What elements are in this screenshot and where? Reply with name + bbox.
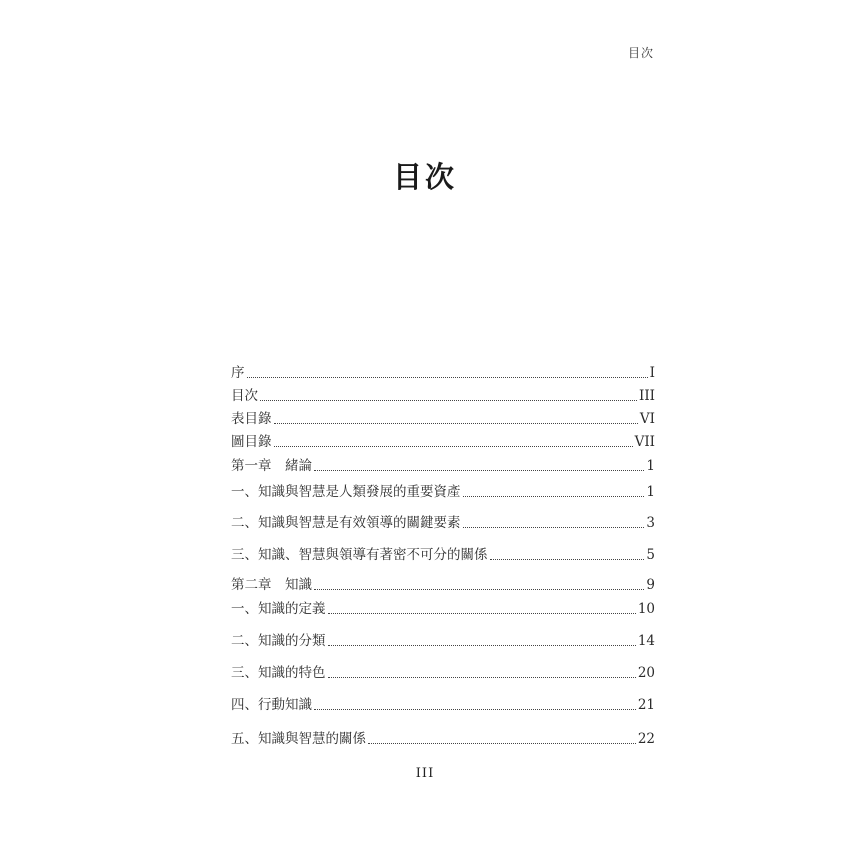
page-title: 目次 bbox=[392, 160, 457, 194]
toc-entry-section-1-1[interactable] bbox=[231, 479, 655, 501]
running-head: 目次 bbox=[627, 46, 654, 60]
toc-entry-label: 五、知識與智慧的關係 bbox=[231, 731, 366, 747]
toc-entry-section-2-4[interactable] bbox=[231, 692, 655, 714]
toc-page-number: 1 bbox=[646, 484, 655, 500]
toc-entry-list-of-figures[interactable] bbox=[231, 429, 655, 451]
toc-page-number: I bbox=[649, 365, 655, 381]
toc-entry-section-2-1[interactable] bbox=[231, 596, 655, 618]
dot-leader bbox=[314, 589, 644, 590]
toc-entry-section-1-2[interactable] bbox=[231, 510, 655, 532]
toc-page-number: 1 bbox=[646, 458, 655, 474]
toc-page-number: VI bbox=[639, 411, 655, 427]
dot-leader bbox=[314, 470, 644, 471]
toc-page-number: 20 bbox=[637, 665, 655, 681]
toc-entry-label: 二、知識的分類 bbox=[231, 633, 326, 649]
dot-leader bbox=[368, 743, 636, 744]
toc-page-number: 10 bbox=[637, 601, 655, 617]
toc-entry-label: 四、行動知識 bbox=[231, 697, 312, 713]
toc-entry-label: 第二章 知識 bbox=[231, 577, 312, 593]
dot-leader bbox=[490, 559, 645, 560]
toc-entry-list-of-tables[interactable] bbox=[231, 406, 655, 428]
toc-entry-label: 表目錄 bbox=[231, 411, 272, 427]
toc-entry-label: 三、知識、智慧與領導有著密不可分的關係 bbox=[231, 547, 488, 563]
toc-entry-preface[interactable] bbox=[231, 360, 655, 382]
dot-leader bbox=[260, 400, 637, 401]
toc-entry-section-2-5[interactable] bbox=[231, 726, 655, 748]
toc-page-number: 14 bbox=[637, 633, 655, 649]
dot-leader bbox=[274, 423, 638, 424]
dot-leader bbox=[314, 709, 636, 710]
toc-entry-section-2-2[interactable] bbox=[231, 628, 655, 650]
toc-entry-label: 圖目錄 bbox=[231, 434, 272, 450]
toc-entry-section-1-3[interactable] bbox=[231, 542, 655, 564]
toc-entry-label: 二、知識與智慧是有效領導的關鍵要素 bbox=[231, 515, 461, 531]
dot-leader bbox=[247, 377, 648, 378]
toc-entry-label: 一、知識與智慧是人類發展的重要資產 bbox=[231, 484, 461, 500]
dot-leader bbox=[463, 527, 645, 528]
toc-entry-chapter-1[interactable] bbox=[231, 453, 655, 475]
toc-page-number: VII bbox=[634, 434, 655, 450]
dot-leader bbox=[328, 613, 636, 614]
toc-entry-section-2-3[interactable] bbox=[231, 660, 655, 682]
toc-entry-label: 三、知識的特色 bbox=[231, 665, 326, 681]
dot-leader bbox=[463, 496, 645, 497]
toc-entry-contents[interactable] bbox=[231, 383, 655, 405]
toc-entry-label: 序 bbox=[231, 365, 245, 381]
toc-page-number: 22 bbox=[637, 731, 655, 747]
toc-page-number: 21 bbox=[637, 697, 655, 713]
toc-entry-label: 一、知識的定義 bbox=[231, 601, 326, 617]
toc-entry-label: 第一章 緒論 bbox=[231, 458, 312, 474]
toc-entry-label: 目次 bbox=[231, 388, 258, 404]
toc-page-number: III bbox=[639, 388, 655, 404]
toc-entry-chapter-2[interactable] bbox=[231, 572, 655, 594]
toc-page-number: 5 bbox=[646, 547, 655, 563]
page-number-footer: III bbox=[415, 766, 435, 781]
dot-leader bbox=[328, 677, 636, 678]
dot-leader bbox=[328, 645, 636, 646]
toc-page-number: 3 bbox=[646, 515, 655, 531]
dot-leader bbox=[274, 446, 633, 447]
toc-page-number: 9 bbox=[646, 577, 655, 593]
